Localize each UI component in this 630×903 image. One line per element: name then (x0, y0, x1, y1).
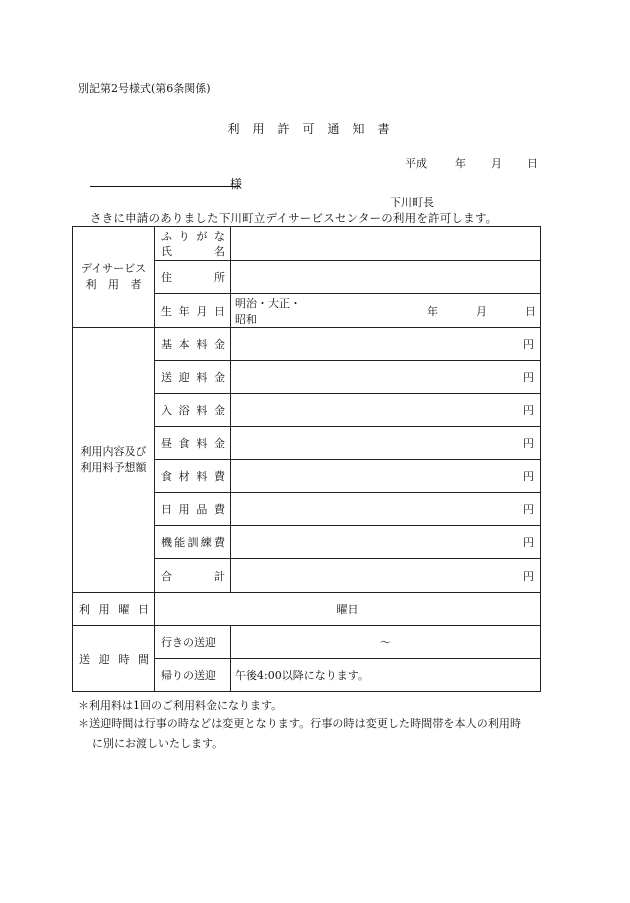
date-month: 月 (491, 157, 502, 170)
dob-year: 年 (427, 304, 438, 318)
furigana-label: ふ り が な (161, 229, 225, 243)
recipient-blank-line[interactable] (90, 185, 240, 187)
return-time-field: 午後4:00以降になります。 (231, 659, 541, 692)
fee-value-lunch[interactable]: 円 (231, 427, 541, 460)
fees-section-label: 利用内容及び 利用料予想額 (73, 328, 155, 593)
fee-label-bath: 入 浴 料 金 (155, 394, 231, 427)
note-fee: ＊利用料は1回のご利用料金になります。 (78, 699, 283, 712)
document-title: 利用許可通知書 (227, 122, 403, 136)
transport-section-label: 送 迎 時 間 (73, 626, 155, 692)
dob-label: 生 年 月 日 (155, 294, 231, 328)
weekday-label: 利 用 曜 日 (73, 593, 155, 626)
user-label-line1: デイサービス (80, 262, 147, 275)
dob-month: 月 (476, 304, 487, 318)
date-era: 平成 (405, 157, 427, 170)
return-label: 帰りの送迎 (155, 659, 231, 692)
fee-label-ingredients: 食 材 料 費 (155, 460, 231, 493)
weekday-field[interactable]: 曜日 (155, 593, 541, 626)
user-section-label (73, 227, 155, 328)
pickup-time-field[interactable]: ～ (231, 626, 541, 659)
issuer: 下川町長 (390, 196, 434, 209)
dob-field[interactable] (231, 294, 541, 328)
fee-value-total[interactable]: 円 (231, 559, 541, 593)
fee-value-training[interactable]: 円 (231, 526, 541, 559)
address-field[interactable] (231, 261, 541, 294)
dob-day: 日 (525, 304, 536, 318)
permit-form-table (72, 226, 541, 692)
user-label-line2: 利 用 者 (85, 278, 142, 291)
fee-value-daily-goods[interactable]: 円 (231, 493, 541, 526)
note-transport: ＊送迎時間は行事の時などは変更となります。行事の時は変更した時間帯を本人の利用時 (78, 717, 522, 730)
pickup-label: 行きの送迎 (155, 626, 231, 659)
fee-label-training: 機 能 訓 練 費 (155, 526, 231, 559)
intro-text: さきに申請のありました下川町立デイサービスセンターの利用を許可します。 (90, 211, 498, 225)
date-line (405, 155, 538, 171)
fee-value-bath[interactable]: 円 (231, 394, 541, 427)
fee-value-ingredients[interactable]: 円 (231, 460, 541, 493)
fee-value-basic[interactable]: 円 (231, 328, 541, 361)
fee-label-lunch: 昼 食 料 金 (155, 427, 231, 460)
dob-eras[interactable]: 明治・大正・昭和 (235, 296, 301, 326)
recipient-suffix: 様 (230, 177, 243, 191)
fee-label-daily-goods: 日 用 品 費 (155, 493, 231, 526)
fee-label-transport: 送 迎 料 金 (155, 361, 231, 394)
fee-label-basic: 基 本 料 金 (155, 328, 231, 361)
shimei-label: 氏 名 (161, 244, 225, 258)
name-field[interactable] (231, 227, 541, 261)
fee-value-transport[interactable]: 円 (231, 361, 541, 394)
note-transport-continued: に別にお渡しいたします。 (92, 737, 224, 750)
form-reference: 別記第2号様式(第6条関係) (78, 82, 211, 95)
address-label: 住 所 (155, 261, 231, 294)
date-day: 日 (527, 157, 538, 170)
date-year: 年 (455, 157, 466, 170)
fee-label-total: 合 計 (155, 559, 231, 593)
name-label (155, 227, 231, 261)
